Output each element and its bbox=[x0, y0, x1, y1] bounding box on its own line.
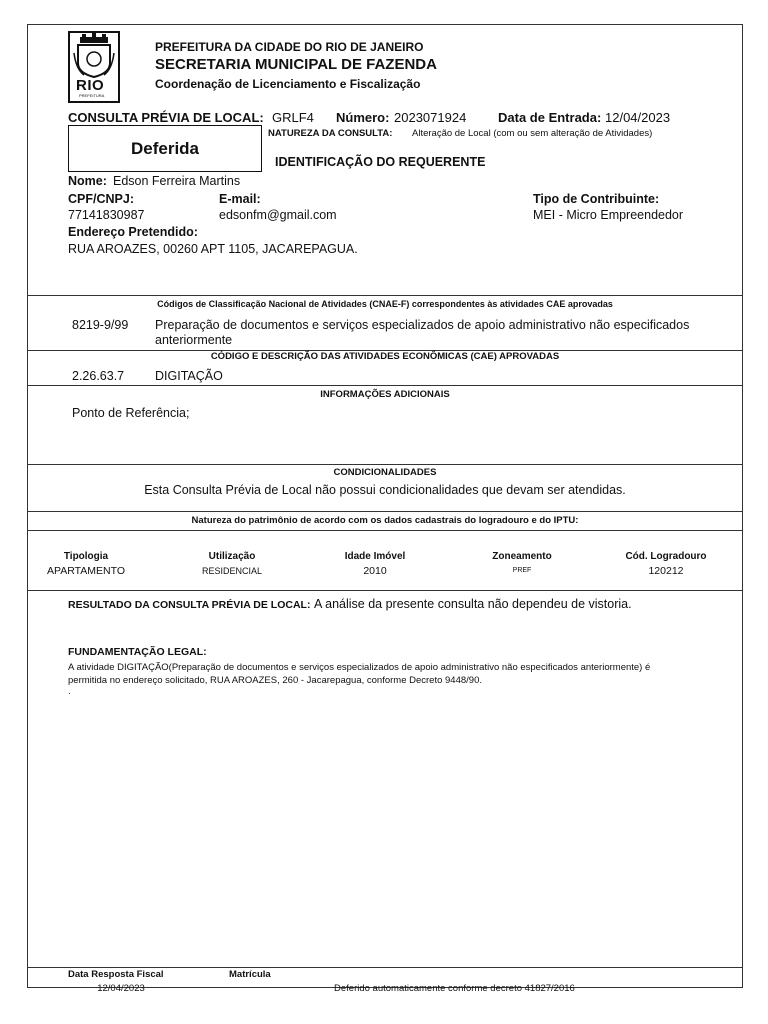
consulta-code: GRLF4 bbox=[272, 110, 314, 125]
cae-code: 2.26.63.7 bbox=[72, 369, 125, 383]
cnae-desc-line2: anteriormente bbox=[155, 333, 233, 347]
numero-value: 2023071924 bbox=[394, 110, 467, 125]
zoneamento-value: PREF bbox=[512, 567, 532, 574]
patrimonio-title: Natureza do patrimônio de acordo com os dados cadastrais do logradouro e do IPTU: bbox=[191, 515, 579, 526]
natureza-label: NATUREZA DA CONSULTA: bbox=[268, 128, 393, 139]
idade-value: 2010 bbox=[363, 565, 387, 577]
header-line2: SECRETARIA MUNICIPAL DE FAZENDA bbox=[155, 56, 437, 73]
cpf-label: CPF/CNPJ: bbox=[68, 192, 134, 206]
divider-resultado bbox=[27, 590, 743, 591]
resultado-text: A análise da presente consulta não dependeu de vistoria. bbox=[314, 597, 632, 611]
header-line3: Coordenação de Licenciamento e Fiscalização bbox=[155, 77, 421, 91]
numero-label: Número: bbox=[336, 110, 390, 125]
cnae-title: Códigos de Classificação Nacional de Atividades (CNAE-F) correspondentes às atividades CAE aprovadas bbox=[157, 299, 613, 309]
email-label: E-mail: bbox=[219, 192, 261, 206]
prefeitura-logo bbox=[68, 31, 120, 103]
cnae-code: 8219-9/99 bbox=[72, 318, 129, 332]
divider-patrimonio-top bbox=[27, 511, 743, 512]
data-resposta-value: 12/04/2023 bbox=[97, 983, 145, 994]
endereco-value: RUA AROAZES, 00260 APT 1105, JACAREPAGUA. bbox=[68, 242, 358, 256]
tipologia-label: Tipologia bbox=[63, 551, 109, 562]
divider-info bbox=[27, 385, 743, 386]
divider-condicionalidades bbox=[27, 464, 743, 465]
fundamentacao-line2: permitida no endereço solicitado, RUA AROAZES, 260 - Jacarepagua, conforme Decreto 9448/90. bbox=[68, 675, 483, 686]
cae-desc: DIGITAÇÃO bbox=[155, 369, 223, 383]
divider-patrimonio-bottom bbox=[27, 530, 743, 531]
matricula-label: Matrícula bbox=[229, 969, 271, 980]
tipo-value: MEI - Micro Empreendedor bbox=[533, 208, 684, 222]
zoneamento-label: Zoneamento bbox=[492, 551, 552, 562]
fundamentacao-label: FUNDAMENTAÇÃO LEGAL: bbox=[68, 646, 207, 658]
cnae-desc-line1: Preparação de documentos e serviços especializados de apoio administrativo não especificados bbox=[155, 318, 690, 332]
divider-footer bbox=[27, 967, 743, 968]
logo-subtext: PREFEITURA bbox=[79, 93, 105, 98]
cod-logradouro-value: 120212 bbox=[648, 565, 684, 577]
tipologia-value: APARTAMENTO bbox=[47, 565, 125, 577]
footer-note: Deferido automaticamente conforme decreto 41827/2016 bbox=[334, 983, 575, 994]
info-text: Ponto de Referência; bbox=[72, 406, 190, 420]
identificacao-title: IDENTIFICAÇÃO DO REQUERENTE bbox=[275, 155, 486, 169]
nome-label: Nome: bbox=[68, 174, 107, 188]
fundamentacao-line3: . bbox=[68, 686, 71, 697]
condicionalidades-title: CONDICIONALIDADES bbox=[333, 467, 437, 478]
status-badge: Deferida bbox=[68, 125, 262, 172]
header-line1: PREFEITURA DA CIDADE DO RIO DE JANEIRO bbox=[155, 40, 424, 54]
consulta-label: CONSULTA PRÉVIA DE LOCAL: bbox=[68, 110, 264, 125]
utilizacao-value: RESIDENCIAL bbox=[201, 566, 263, 576]
nome-value: Edson Ferreira Martins bbox=[113, 174, 241, 188]
condicionalidades-text: Esta Consulta Prévia de Local não possui condicionalidades que devam ser atendidas. bbox=[144, 483, 626, 497]
endereco-label: Endereço Pretendido: bbox=[68, 225, 198, 239]
cod-logradouro-label: Cód. Logradouro bbox=[625, 551, 707, 562]
divider-cnae bbox=[27, 295, 743, 296]
tipo-label: Tipo de Contribuinte: bbox=[533, 192, 660, 206]
cae-title: CÓDIGO E DESCRIÇÃO DAS ATIVIDADES ECONÔMICAS (CAE) APROVADAS bbox=[210, 351, 560, 362]
natureza-value: Alteração de Local (com ou sem alteração de Atividades) bbox=[412, 128, 653, 139]
utilizacao-label: Utilização bbox=[208, 551, 256, 562]
data-entrada-label: Data de Entrada: bbox=[498, 110, 602, 125]
fundamentacao-line1: A atividade DIGITAÇÃO(Preparação de documentos e serviços especializados de apoio administrativo não especificados anteriormente) é bbox=[68, 662, 651, 673]
data-entrada-value: 12/04/2023 bbox=[605, 110, 671, 125]
idade-label: Idade Imóvel bbox=[344, 551, 406, 562]
info-title: INFORMAÇÕES ADICIONAIS bbox=[320, 389, 450, 400]
logo-text: RIO bbox=[76, 77, 105, 94]
email-value: edsonfm@gmail.com bbox=[219, 208, 337, 222]
data-resposta-label: Data Resposta Fiscal bbox=[68, 969, 164, 980]
resultado-label: RESULTADO DA CONSULTA PRÉVIA DE LOCAL: bbox=[68, 599, 311, 611]
cpf-value: 77141830987 bbox=[68, 208, 145, 222]
